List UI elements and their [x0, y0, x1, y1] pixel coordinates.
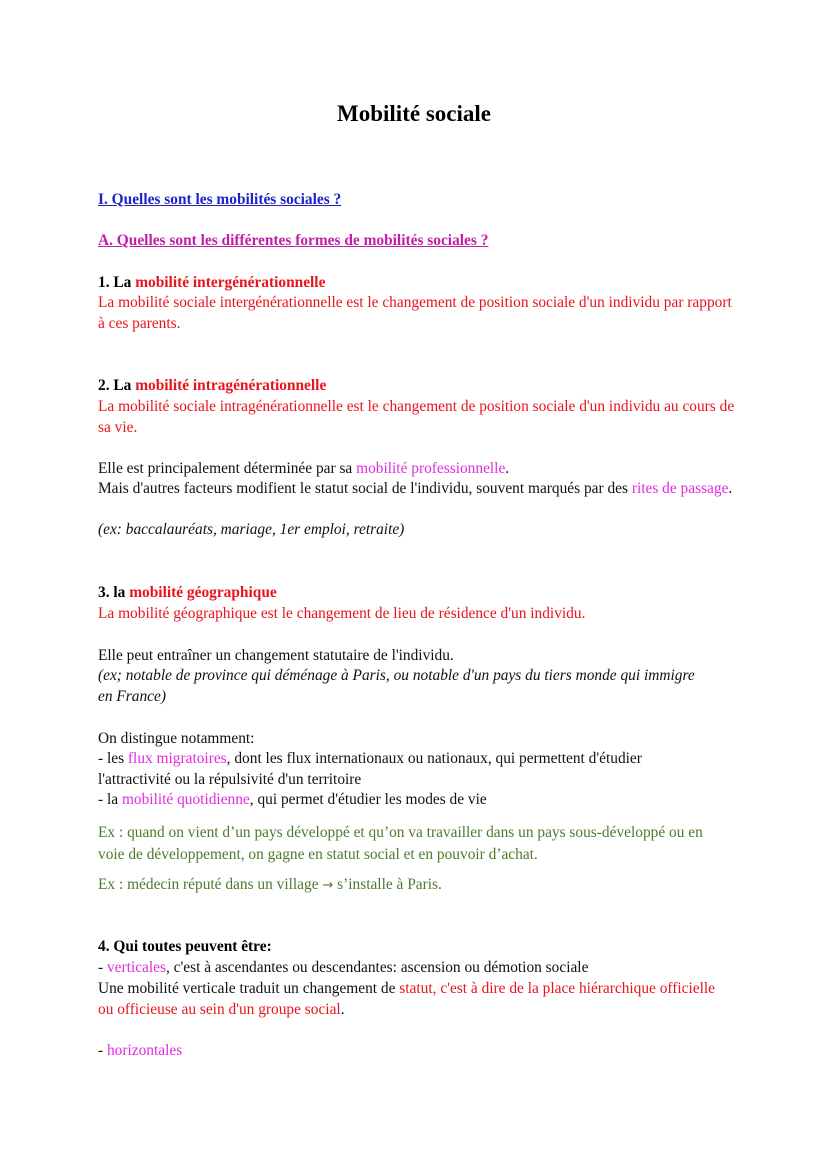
paragraph-4-1-text: Une mobilité verticale traduit un changement de: [98, 980, 400, 997]
list-item-flux: [98, 749, 698, 790]
list-item-flux-dash: - les: [98, 750, 128, 767]
list-item-verticales-text: , c'est à ascendantes ou descendantes: ascension ou démotion sociale: [165, 959, 589, 976]
heading-2-term: mobilité intragénérationnelle: [135, 377, 327, 394]
paragraph-2-1-term: mobilité professionnelle: [356, 460, 506, 477]
heading-2-number: 2. La: [98, 377, 136, 394]
heading-1-term: mobilité intergénérationnelle: [135, 274, 326, 291]
definition-3: La mobilité géographique est le changement de lieu de résidence d'un individu.: [98, 605, 586, 622]
section-heading-A: A. Quelles sont les différentes formes de mobilités sociales ?: [98, 232, 489, 249]
arrow-right-icon: →: [322, 878, 334, 893]
list-item-horizontales-term: horizontales: [106, 1042, 183, 1059]
heading-3-number: 3. la: [98, 584, 130, 601]
list-item-quotidienne: [98, 790, 748, 811]
heading-4: 4. Qui toutes peuvent être:: [98, 938, 272, 955]
example-3-green-2-end: s’installe à Paris.: [333, 876, 442, 893]
paragraph-2-1-text: Elle est principalement déterminée par sa: [98, 460, 357, 477]
list-item-quotidienne-term: mobilité quotidienne: [121, 791, 250, 808]
paragraph-3-distinguish: On distingue notamment:: [98, 730, 255, 747]
paragraph-2-2-text: Mais d'autres facteurs modifient le statut social de l'individu, souvent marqués par des: [98, 480, 632, 497]
paragraph-4-1-end: .: [340, 1000, 345, 1018]
list-item-verticales-term: verticales: [106, 959, 166, 976]
list-item-quotidienne-dash: - la: [98, 791, 122, 808]
paragraph-2-2-term: rites de passage: [631, 480, 729, 497]
paragraph-2-2: [98, 479, 738, 500]
paragraph-4-1-term: statut, c'est à dire de la place hiérarchique officielle ou officieuse au sein d'un groupe social: [98, 980, 716, 1018]
list-item-flux-text: , dont les flux internationaux ou nationaux, qui permettent d'étudier l'attractivité ou la répulsivité d'un territoire: [98, 750, 642, 788]
paragraph-2-1: [98, 459, 748, 480]
example-3: (ex; notable de province qui déménage à Paris, ou notable d'un pays du tiers monde qui immigre en France): [98, 667, 695, 705]
paragraph-2-2-end: .: [728, 480, 733, 497]
definition-2: La mobilité sociale intragénérationnelle est le changement de position sociale d'un individu au cours de sa vie.: [98, 398, 735, 436]
paragraph-3-1: Elle peut entraîner un changement statutaire de l'individu.: [98, 647, 454, 664]
heading-2: [98, 376, 748, 397]
page-title: Mobilité sociale: [337, 101, 491, 126]
example-3-green-2: [98, 875, 748, 897]
heading-3: [98, 583, 748, 604]
list-item-quotidienne-text: , qui permet d'étudier les modes de vie: [249, 791, 487, 808]
section-heading-I: I. Quelles sont les mobilités sociales ?: [98, 191, 342, 208]
list-item-horizontales: [98, 1041, 748, 1062]
list-item-verticales-dash: -: [98, 959, 107, 976]
heading-1: [98, 273, 748, 294]
example-3-green-1: Ex : quand on vient d’un pays développé et qu’on va travailler dans un pays sous-développé ou en voie de développement, on gagne en statut social et en pouvoir d’achat.: [98, 824, 703, 863]
list-item-flux-term: flux migratoires: [127, 750, 227, 767]
paragraph-2-1-end: .: [505, 460, 510, 477]
paragraph-4-1: [98, 979, 728, 1020]
list-item-horizontales-dash: -: [98, 1042, 107, 1059]
example-2: (ex: baccalauréats, mariage, 1er emploi, retraite): [98, 521, 405, 538]
heading-3-term: mobilité géographique: [129, 584, 277, 601]
example-3-green-2-text: Ex : médecin réputé dans un village: [98, 876, 323, 893]
list-item-verticales: [98, 958, 748, 979]
heading-1-number: 1. La: [98, 274, 136, 291]
definition-1: La mobilité sociale intergénérationnelle est le changement de position sociale d'un individu par rapport à ces parents.: [98, 294, 732, 332]
